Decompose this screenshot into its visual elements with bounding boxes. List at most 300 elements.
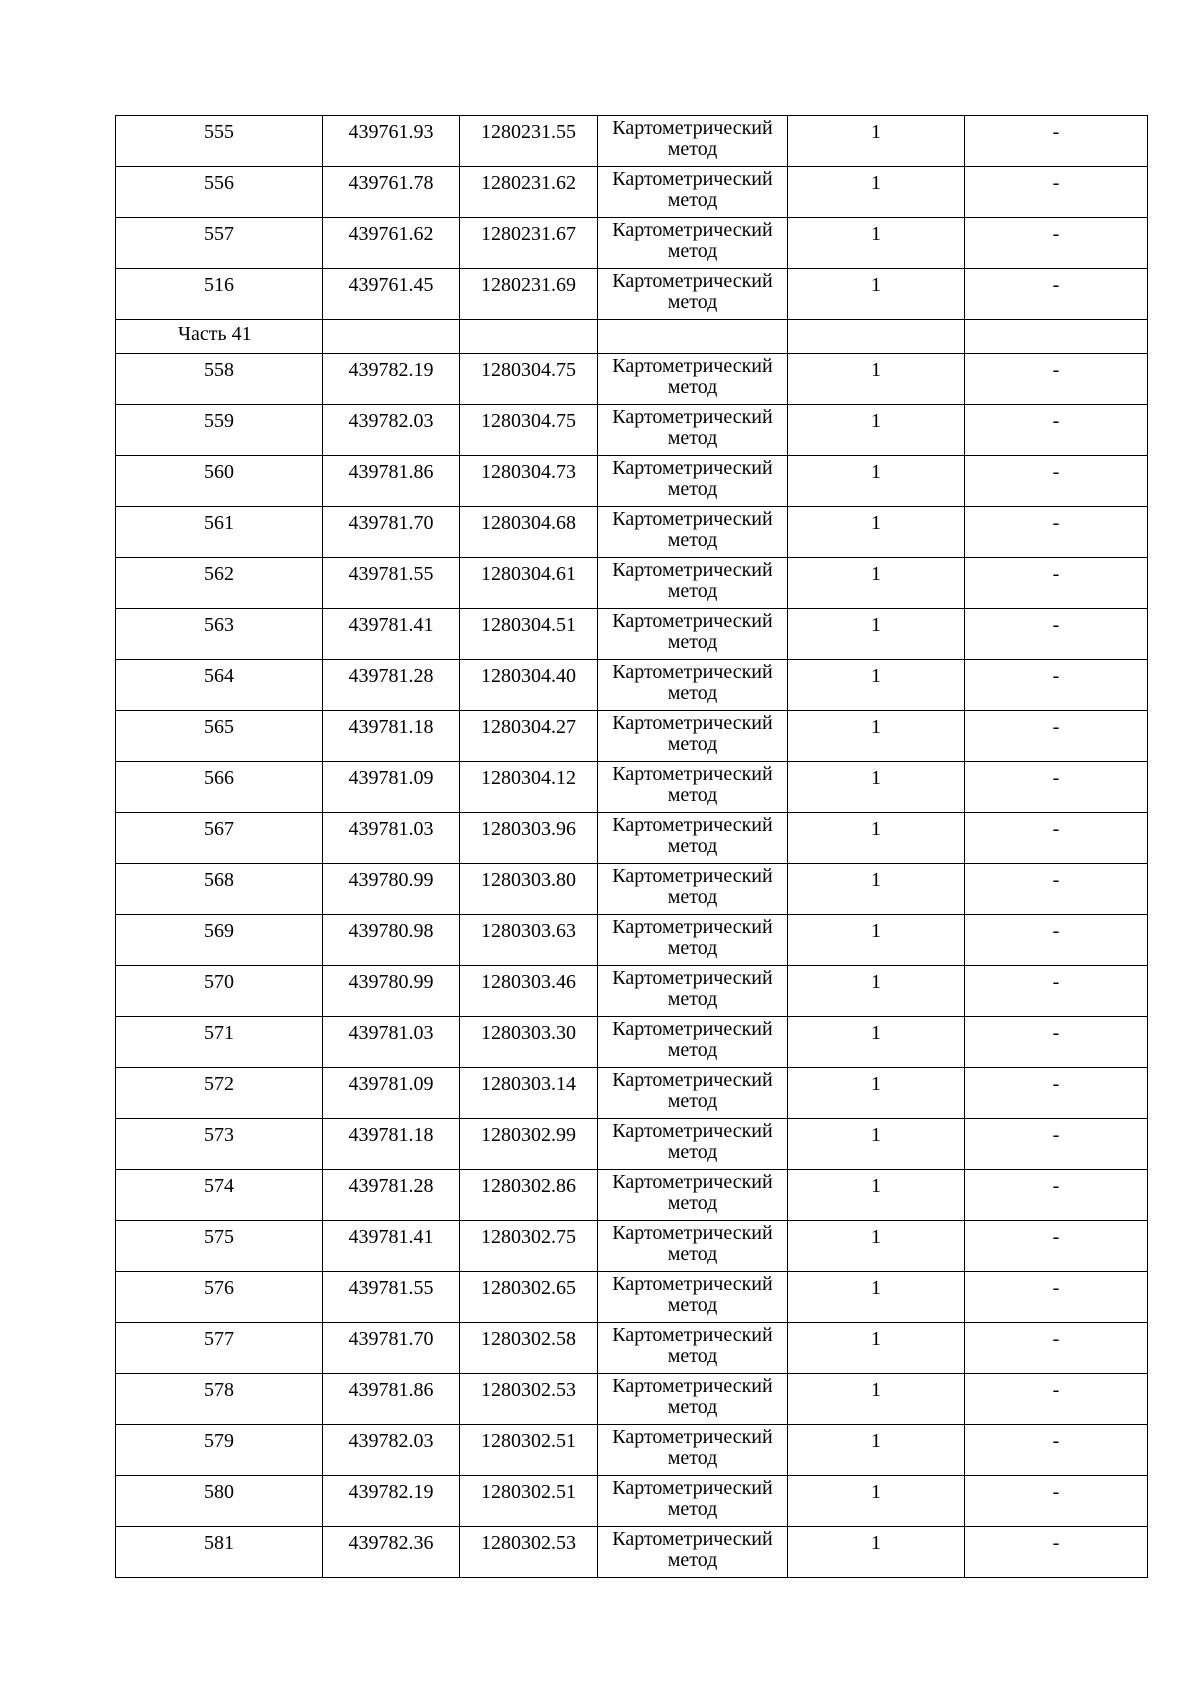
x-coordinate-cell [323, 218, 460, 269]
point-number-cell [116, 1272, 323, 1323]
note-cell [965, 915, 1148, 966]
point-number-value: 568 [204, 869, 234, 891]
point-number-cell [116, 167, 323, 218]
note-value: - [1052, 1481, 1060, 1503]
accuracy-value: 1 [871, 172, 881, 194]
method-value: Картометрический метод [612, 1120, 773, 1163]
table-row [116, 1221, 1148, 1272]
note-value: - [1052, 716, 1060, 738]
table-row [116, 1374, 1148, 1425]
method-cell [598, 1068, 788, 1119]
note-cell [965, 456, 1148, 507]
y-coordinate-value: 1280304.61 [481, 563, 576, 585]
accuracy-value: 1 [871, 818, 881, 840]
x-coordinate-value: 439781.09 [348, 1073, 434, 1095]
accuracy-cell [788, 915, 965, 966]
point-number-cell [116, 1170, 323, 1221]
accuracy-cell [788, 558, 965, 609]
note-value: - [1052, 359, 1060, 381]
note-value: - [1052, 818, 1060, 840]
y-coordinate-value: 1280302.75 [481, 1226, 576, 1248]
point-number-value: 561 [204, 512, 234, 534]
point-number-value: 575 [204, 1226, 234, 1248]
point-number-value: 556 [204, 172, 234, 194]
accuracy-value: 1 [871, 1022, 881, 1044]
note-cell [965, 558, 1148, 609]
x-coordinate-value: 439781.18 [348, 1124, 434, 1146]
part-label-cell [116, 320, 323, 354]
note-cell [965, 1323, 1148, 1374]
method-cell [598, 966, 788, 1017]
method-value: Картометрический метод [612, 1222, 773, 1265]
point-number-value: 573 [204, 1124, 234, 1146]
x-coordinate-cell [323, 1017, 460, 1068]
accuracy-cell [788, 966, 965, 1017]
accuracy-cell [788, 1119, 965, 1170]
method-cell [598, 558, 788, 609]
method-value: Картометрический метод [612, 916, 773, 959]
x-coordinate-cell [323, 167, 460, 218]
point-number-value: 578 [204, 1379, 234, 1401]
method-value: Картометрический метод [612, 355, 773, 398]
method-cell [598, 116, 788, 167]
x-coordinate-value: 439782.36 [348, 1532, 434, 1554]
note-cell [965, 609, 1148, 660]
accuracy-value: 1 [871, 767, 881, 789]
method-cell [598, 1170, 788, 1221]
y-coordinate-value: 1280302.53 [481, 1532, 576, 1554]
x-coordinate-cell [323, 609, 460, 660]
method-cell [598, 915, 788, 966]
y-coordinate-value: 1280303.14 [481, 1073, 576, 1095]
x-coordinate-value: 439781.41 [348, 1226, 434, 1248]
accuracy-value: 1 [871, 1532, 881, 1554]
y-coordinate-cell [460, 1170, 598, 1221]
note-value: - [1052, 512, 1060, 534]
x-coordinate-cell [323, 1323, 460, 1374]
x-coordinate-value: 439781.70 [348, 1328, 434, 1350]
y-coordinate-value: 1280303.63 [481, 920, 576, 942]
accuracy-cell [788, 1374, 965, 1425]
point-number-value: 566 [204, 767, 234, 789]
note-cell [965, 1068, 1148, 1119]
table-row [116, 660, 1148, 711]
point-number-cell [116, 558, 323, 609]
point-number-cell [116, 711, 323, 762]
y-coordinate-cell [460, 269, 598, 320]
x-coordinate-cell [323, 1068, 460, 1119]
note-cell [965, 1425, 1148, 1476]
x-coordinate-cell [323, 507, 460, 558]
y-coordinate-cell [460, 1221, 598, 1272]
point-number-value: 562 [204, 563, 234, 585]
note-value: - [1052, 410, 1060, 432]
method-cell [598, 660, 788, 711]
table-row [116, 354, 1148, 405]
note-value: - [1052, 665, 1060, 687]
y-coordinate-cell [460, 1323, 598, 1374]
accuracy-cell [788, 116, 965, 167]
point-number-value: 581 [204, 1532, 234, 1554]
accuracy-value: 1 [871, 1277, 881, 1299]
table-row [116, 167, 1148, 218]
method-cell [598, 762, 788, 813]
accuracy-cell [788, 1476, 965, 1527]
point-number-cell [116, 813, 323, 864]
point-number-cell [116, 762, 323, 813]
accuracy-value: 1 [871, 512, 881, 534]
x-coordinate-value: 439781.55 [348, 563, 434, 585]
y-coordinate-cell [460, 354, 598, 405]
x-coordinate-cell [323, 269, 460, 320]
accuracy-value: 1 [871, 1430, 881, 1452]
y-coordinate-cell [460, 864, 598, 915]
y-coordinate-cell [460, 966, 598, 1017]
method-cell [598, 1272, 788, 1323]
y-coordinate-cell [460, 1527, 598, 1578]
table-row [116, 1425, 1148, 1476]
x-coordinate-cell [323, 405, 460, 456]
method-value: Картометрический метод [612, 219, 773, 262]
point-number-value: 567 [204, 818, 234, 840]
point-number-value: 559 [204, 410, 234, 432]
table-row [116, 915, 1148, 966]
note-cell [965, 1374, 1148, 1425]
table-row [116, 1476, 1148, 1527]
method-value: Картометрический метод [612, 967, 773, 1010]
y-coordinate-cell [460, 1476, 598, 1527]
empty-cell [965, 320, 1148, 354]
point-number-value: 577 [204, 1328, 234, 1350]
y-coordinate-value: 1280304.27 [481, 716, 576, 738]
accuracy-value: 1 [871, 410, 881, 432]
point-number-value: 580 [204, 1481, 234, 1503]
point-number-cell [116, 354, 323, 405]
accuracy-cell [788, 405, 965, 456]
note-cell [965, 269, 1148, 320]
note-value: - [1052, 1277, 1060, 1299]
note-value: - [1052, 461, 1060, 483]
accuracy-value: 1 [871, 1124, 881, 1146]
y-coordinate-value: 1280303.30 [481, 1022, 576, 1044]
y-coordinate-value: 1280302.99 [481, 1124, 576, 1146]
note-value: - [1052, 1022, 1060, 1044]
note-cell [965, 966, 1148, 1017]
point-number-cell [116, 116, 323, 167]
method-value: Картометрический метод [612, 814, 773, 857]
point-number-cell [116, 1527, 323, 1578]
method-cell [598, 813, 788, 864]
table-row [116, 864, 1148, 915]
x-coordinate-cell [323, 354, 460, 405]
table-row [116, 558, 1148, 609]
accuracy-value: 1 [871, 1481, 881, 1503]
accuracy-cell [788, 1323, 965, 1374]
x-coordinate-value: 439780.99 [348, 971, 434, 993]
accuracy-cell [788, 1425, 965, 1476]
point-number-cell [116, 864, 323, 915]
accuracy-value: 1 [871, 665, 881, 687]
accuracy-value: 1 [871, 359, 881, 381]
method-value: Картометрический метод [612, 270, 773, 313]
point-number-value: 557 [204, 223, 234, 245]
method-value: Картометрический метод [612, 610, 773, 653]
method-value: Картометрический метод [612, 457, 773, 500]
y-coordinate-value: 1280304.73 [481, 461, 576, 483]
y-coordinate-cell [460, 1119, 598, 1170]
x-coordinate-value: 439781.41 [348, 614, 434, 636]
note-cell [965, 167, 1148, 218]
method-value: Картометрический метод [612, 1171, 773, 1214]
accuracy-cell [788, 1068, 965, 1119]
x-coordinate-value: 439781.03 [348, 1022, 434, 1044]
x-coordinate-value: 439761.62 [348, 223, 434, 245]
y-coordinate-value: 1280302.51 [481, 1430, 576, 1452]
point-number-cell [116, 660, 323, 711]
x-coordinate-value: 439781.86 [348, 461, 434, 483]
accuracy-cell [788, 1170, 965, 1221]
note-value: - [1052, 869, 1060, 891]
y-coordinate-value: 1280304.75 [481, 410, 576, 432]
note-value: - [1052, 1430, 1060, 1452]
table-row [116, 1527, 1148, 1578]
accuracy-value: 1 [871, 461, 881, 483]
table-row [116, 507, 1148, 558]
y-coordinate-cell [460, 813, 598, 864]
x-coordinate-cell [323, 966, 460, 1017]
note-cell [965, 116, 1148, 167]
note-value: - [1052, 1124, 1060, 1146]
part-header-row [116, 320, 1148, 354]
method-cell [598, 1323, 788, 1374]
x-coordinate-value: 439781.03 [348, 818, 434, 840]
note-cell [965, 1221, 1148, 1272]
method-cell [598, 1476, 788, 1527]
method-cell [598, 864, 788, 915]
empty-cell [323, 320, 460, 354]
method-cell [598, 711, 788, 762]
method-cell [598, 1017, 788, 1068]
point-number-value: 563 [204, 614, 234, 636]
accuracy-cell [788, 1017, 965, 1068]
x-coordinate-value: 439781.86 [348, 1379, 434, 1401]
y-coordinate-value: 1280304.68 [481, 512, 576, 534]
point-number-value: 574 [204, 1175, 234, 1197]
accuracy-cell [788, 354, 965, 405]
point-number-value: 576 [204, 1277, 234, 1299]
accuracy-cell [788, 864, 965, 915]
x-coordinate-cell [323, 558, 460, 609]
x-coordinate-cell [323, 116, 460, 167]
table-row [116, 711, 1148, 762]
table-row [116, 1323, 1148, 1374]
table-row [116, 116, 1148, 167]
note-value: - [1052, 1073, 1060, 1095]
y-coordinate-value: 1280231.55 [481, 121, 576, 143]
note-value: - [1052, 971, 1060, 993]
x-coordinate-value: 439781.70 [348, 512, 434, 534]
point-number-value: 571 [204, 1022, 234, 1044]
x-coordinate-value: 439782.03 [348, 1430, 434, 1452]
x-coordinate-value: 439781.18 [348, 716, 434, 738]
accuracy-cell [788, 762, 965, 813]
x-coordinate-value: 439781.09 [348, 767, 434, 789]
x-coordinate-cell [323, 1425, 460, 1476]
note-cell [965, 405, 1148, 456]
method-value: Картометрический метод [612, 1426, 773, 1469]
y-coordinate-value: 1280302.53 [481, 1379, 576, 1401]
table-row [116, 269, 1148, 320]
point-number-cell [116, 218, 323, 269]
accuracy-cell [788, 218, 965, 269]
accuracy-cell [788, 1527, 965, 1578]
x-coordinate-value: 439761.78 [348, 172, 434, 194]
accuracy-value: 1 [871, 1226, 881, 1248]
note-cell [965, 1527, 1148, 1578]
y-coordinate-cell [460, 167, 598, 218]
y-coordinate-cell [460, 1017, 598, 1068]
accuracy-cell [788, 711, 965, 762]
note-value: - [1052, 223, 1060, 245]
y-coordinate-cell [460, 1068, 598, 1119]
y-coordinate-value: 1280303.46 [481, 971, 576, 993]
x-coordinate-value: 439761.93 [348, 121, 434, 143]
table-row [116, 456, 1148, 507]
method-value: Картометрический метод [612, 865, 773, 908]
method-value: Картометрический метод [612, 508, 773, 551]
x-coordinate-cell [323, 1119, 460, 1170]
method-cell [598, 1119, 788, 1170]
method-cell [598, 1221, 788, 1272]
table-row [116, 405, 1148, 456]
method-value: Картометрический метод [612, 712, 773, 755]
x-coordinate-cell [323, 1527, 460, 1578]
table-row [116, 813, 1148, 864]
y-coordinate-cell [460, 456, 598, 507]
table-row [116, 609, 1148, 660]
point-number-value: 572 [204, 1073, 234, 1095]
y-coordinate-cell [460, 915, 598, 966]
method-value: Картометрический метод [612, 661, 773, 704]
y-coordinate-value: 1280302.65 [481, 1277, 576, 1299]
method-value: Картометрический метод [612, 1324, 773, 1367]
method-cell [598, 1425, 788, 1476]
note-value: - [1052, 614, 1060, 636]
table-row [116, 1272, 1148, 1323]
method-value: Картометрический метод [612, 1018, 773, 1061]
x-coordinate-cell [323, 660, 460, 711]
accuracy-cell [788, 456, 965, 507]
method-value: Картометрический метод [612, 1528, 773, 1571]
y-coordinate-value: 1280304.51 [481, 614, 576, 636]
x-coordinate-cell [323, 456, 460, 507]
method-value: Картометрический метод [612, 168, 773, 211]
table-row [116, 218, 1148, 269]
x-coordinate-value: 439781.55 [348, 1277, 434, 1299]
method-cell [598, 354, 788, 405]
note-cell [965, 660, 1148, 711]
accuracy-value: 1 [871, 223, 881, 245]
x-coordinate-value: 439782.19 [348, 359, 434, 381]
accuracy-value: 1 [871, 614, 881, 636]
y-coordinate-cell [460, 405, 598, 456]
method-cell [598, 167, 788, 218]
y-coordinate-value: 1280302.86 [481, 1175, 576, 1197]
accuracy-value: 1 [871, 971, 881, 993]
y-coordinate-cell [460, 507, 598, 558]
note-cell [965, 1170, 1148, 1221]
method-cell [598, 507, 788, 558]
accuracy-value: 1 [871, 1073, 881, 1095]
point-number-value: 565 [204, 716, 234, 738]
point-number-value: 569 [204, 920, 234, 942]
note-value: - [1052, 1328, 1060, 1350]
note-cell [965, 1017, 1148, 1068]
point-number-cell [116, 966, 323, 1017]
method-cell [598, 609, 788, 660]
note-cell [965, 813, 1148, 864]
point-number-cell [116, 1374, 323, 1425]
empty-cell [598, 320, 788, 354]
point-number-value: 516 [204, 274, 234, 296]
y-coordinate-cell [460, 762, 598, 813]
method-value: Картометрический метод [612, 406, 773, 449]
y-coordinate-value: 1280304.12 [481, 767, 576, 789]
table-row [116, 966, 1148, 1017]
point-number-value: 564 [204, 665, 234, 687]
y-coordinate-cell [460, 660, 598, 711]
x-coordinate-cell [323, 1374, 460, 1425]
x-coordinate-cell [323, 711, 460, 762]
method-value: Картометрический метод [612, 763, 773, 806]
y-coordinate-value: 1280303.96 [481, 818, 576, 840]
accuracy-cell [788, 660, 965, 711]
accuracy-value: 1 [871, 869, 881, 891]
point-number-value: 558 [204, 359, 234, 381]
accuracy-cell [788, 269, 965, 320]
accuracy-cell [788, 1221, 965, 1272]
point-number-cell [116, 269, 323, 320]
part-label: Часть 41 [178, 323, 252, 345]
x-coordinate-value: 439781.28 [348, 1175, 434, 1197]
note-cell [965, 1272, 1148, 1323]
x-coordinate-cell [323, 864, 460, 915]
x-coordinate-cell [323, 1476, 460, 1527]
note-value: - [1052, 121, 1060, 143]
accuracy-value: 1 [871, 1175, 881, 1197]
note-value: - [1052, 172, 1060, 194]
accuracy-value: 1 [871, 274, 881, 296]
point-number-cell [116, 1323, 323, 1374]
x-coordinate-value: 439781.28 [348, 665, 434, 687]
x-coordinate-cell [323, 1170, 460, 1221]
y-coordinate-value: 1280304.75 [481, 359, 576, 381]
note-cell [965, 1476, 1148, 1527]
y-coordinate-value: 1280231.67 [481, 223, 576, 245]
method-value: Картометрический метод [612, 1477, 773, 1520]
note-cell [965, 354, 1148, 405]
x-coordinate-cell [323, 813, 460, 864]
y-coordinate-cell [460, 1272, 598, 1323]
point-number-cell [116, 1476, 323, 1527]
note-value: - [1052, 563, 1060, 585]
x-coordinate-cell [323, 1272, 460, 1323]
x-coordinate-value: 439761.45 [348, 274, 434, 296]
note-value: - [1052, 1226, 1060, 1248]
table-row [116, 762, 1148, 813]
accuracy-value: 1 [871, 563, 881, 585]
note-value: - [1052, 767, 1060, 789]
